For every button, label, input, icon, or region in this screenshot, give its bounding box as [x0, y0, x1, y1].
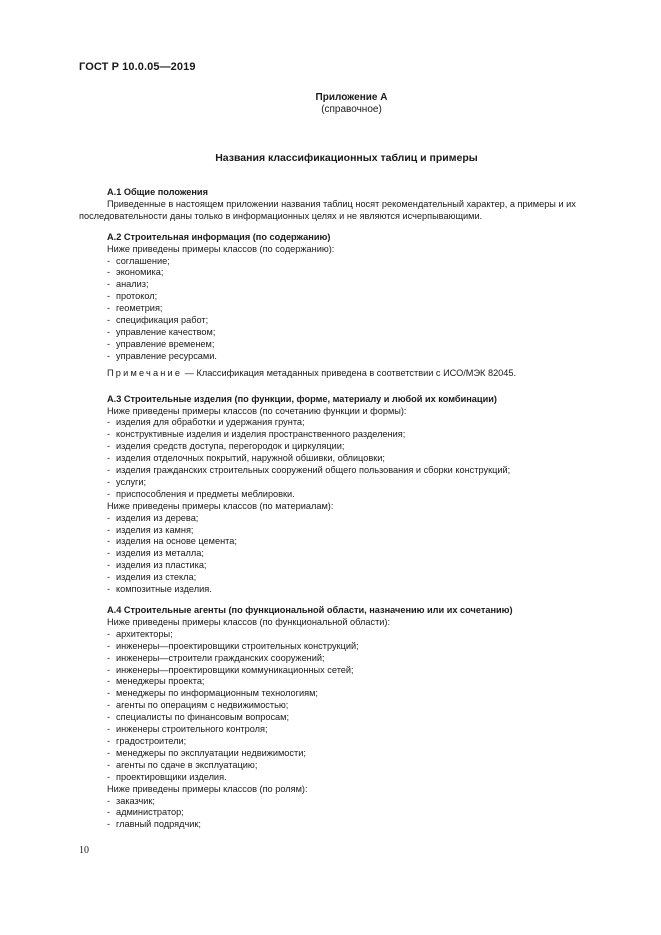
- list-item-text: специалисты по финансовым вопросам;: [116, 712, 290, 723]
- note-text: — Классификация метаданных приведена в соответствии с ИСО/МЭК 82045.: [182, 367, 517, 378]
- list-item-text: архитекторы;: [116, 628, 173, 639]
- list: [79, 796, 619, 832]
- list-item: [79, 560, 619, 572]
- list-item-text: инженеры—строители гражданских сооружений;: [116, 652, 325, 663]
- section-heading-a2: А.2 Строительная информация (по содержанию): [107, 231, 331, 242]
- list-item: [79, 489, 619, 501]
- list-intro: Ниже приведены примеры классов (по сочетанию функции и формы):: [107, 405, 407, 416]
- section-heading-a3: А.3 Строительные изделия (по функции, форме, материалу и любой их комбинации): [107, 393, 497, 404]
- section-heading-a4: А.4 Строительные агенты (по функциональной области, назначению или их сочетанию): [107, 605, 513, 615]
- list-item: [79, 572, 619, 584]
- list-item: [79, 584, 619, 596]
- list-item-text: агенты по операциям с недвижимостью;: [116, 700, 289, 711]
- list-item-text: конструктивные изделия и изделия пространственного разделения;: [116, 429, 406, 440]
- list-item: [79, 819, 619, 831]
- list-item: [79, 676, 619, 688]
- list-item-text: градостроители;: [116, 735, 187, 746]
- list-item-text: изделия из камня;: [116, 524, 194, 535]
- list-item-text: изделия на основе цемента;: [116, 536, 237, 547]
- list: [79, 629, 619, 784]
- appendix-title: Приложение А: [315, 92, 388, 103]
- list-item-text: главный подрядчик;: [116, 819, 201, 830]
- list-item-text: менеджеры по эксплуатации недвижимости;: [116, 747, 306, 758]
- list-item: [79, 641, 619, 653]
- list-item-text: управление временем;: [116, 338, 215, 349]
- list-item-text: изделия для обработки и удержания грунта;: [116, 417, 305, 428]
- list-item: [79, 291, 619, 303]
- list-intro: Ниже приведены примеры классов (по ролям):: [107, 783, 308, 794]
- list-item-text: изделия из пластика;: [116, 560, 207, 571]
- list-item-text: проектировщики изделия.: [116, 771, 227, 782]
- list-item-text: анализ;: [116, 279, 149, 290]
- page-number: 10: [79, 845, 89, 856]
- list-item: [79, 315, 619, 327]
- list-item: [79, 712, 619, 724]
- list-item-text: заказчик;: [116, 795, 155, 806]
- list-item-text: управление ресурсами.: [116, 350, 217, 361]
- list-item: [79, 665, 619, 677]
- list-item-text: изделия отделочных покрытий, наружной обшивки, облицовки;: [116, 453, 385, 464]
- note-label: Примечание: [107, 367, 183, 378]
- page-title: Названия классификационных таблиц и примеры: [215, 152, 478, 164]
- list-item: [79, 327, 619, 339]
- list-item: [79, 429, 619, 441]
- list-item-text: изделия средств доступа, перегородок и циркуляции;: [116, 441, 345, 452]
- list-item: [79, 525, 619, 537]
- list-item: [79, 351, 619, 363]
- paragraph: Приведенные в настоящем приложении названия таблиц носят рекомендательный характер, а примеры и их последовательности даны только в информационных целях и не являются исчерпывающими.: [79, 198, 576, 221]
- list-item-text: геометрия;: [116, 303, 163, 314]
- list-item-text: агенты по сдаче в эксплуатацию;: [116, 759, 258, 770]
- list-item-text: протокол;: [116, 291, 158, 302]
- list-item: [79, 536, 619, 548]
- list-item: [79, 453, 619, 465]
- list-item-text: управление качеством;: [116, 326, 216, 337]
- list-item: [79, 279, 619, 291]
- note: [79, 368, 619, 380]
- list-item: [79, 339, 619, 351]
- list-intro: Ниже приведены примеры классов (по материалам):: [107, 500, 334, 511]
- list-item-text: композитные изделия.: [116, 584, 212, 595]
- list-intro: Ниже приведены примеры классов (по содержанию):: [107, 243, 335, 254]
- list-item-text: изделия из стекла;: [116, 572, 197, 583]
- list-item-text: инженеры—проектировщики коммуникационных сетей;: [116, 664, 354, 675]
- list-item: [79, 256, 619, 268]
- list-item-text: изделия из металла;: [116, 548, 204, 559]
- list-item-text: изделия из дерева;: [116, 512, 199, 523]
- list-item: [79, 796, 619, 808]
- list-item-text: администратор;: [116, 807, 184, 818]
- list-item: [79, 417, 619, 429]
- list-item-text: менеджеры проекта;: [116, 676, 205, 687]
- list-item: [79, 548, 619, 560]
- list-item-text: изделия гражданских строительных сооружений общего пользования и сборки конструкций;: [116, 465, 511, 476]
- list-item: [79, 477, 619, 489]
- list-item: [79, 760, 619, 772]
- list-item-text: менеджеры по информационным технологиям;: [116, 688, 318, 699]
- list-item: [79, 629, 619, 641]
- list-item: [79, 724, 619, 736]
- list-item-text: соглашение;: [116, 255, 170, 266]
- list-item: [79, 465, 619, 477]
- list-item: [79, 772, 619, 784]
- list-item: [79, 653, 619, 665]
- list-item: [79, 748, 619, 760]
- doc-code-header: ГОСТ Р 10.0.05—2019: [79, 61, 196, 73]
- appendix-subtitle: (справочное): [321, 104, 382, 115]
- list-item-text: инженеры—проектировщики строительных конструкций;: [116, 640, 359, 651]
- list-item: [79, 688, 619, 700]
- list: [79, 513, 619, 596]
- list-item-text: приспособления и предметы меблировки.: [116, 488, 295, 499]
- document-body: [79, 183, 619, 831]
- list-item: [79, 736, 619, 748]
- list-item-text: услуги;: [116, 476, 147, 487]
- section-heading-a1: А.1 Общие положения: [107, 187, 208, 197]
- list-item: [79, 441, 619, 453]
- list-item: [79, 807, 619, 819]
- list-item-text: экономика;: [116, 267, 164, 278]
- list-item: [79, 267, 619, 279]
- list: [79, 417, 619, 500]
- list-item: [79, 303, 619, 315]
- list-item-text: инженеры строительного контроля;: [116, 724, 268, 735]
- list: [79, 256, 619, 363]
- list-item-text: спецификация работ;: [116, 315, 209, 326]
- list-intro: Ниже приведены примеры классов (по функциональной области):: [107, 616, 391, 627]
- list-item: [79, 700, 619, 712]
- list-item: [79, 513, 619, 525]
